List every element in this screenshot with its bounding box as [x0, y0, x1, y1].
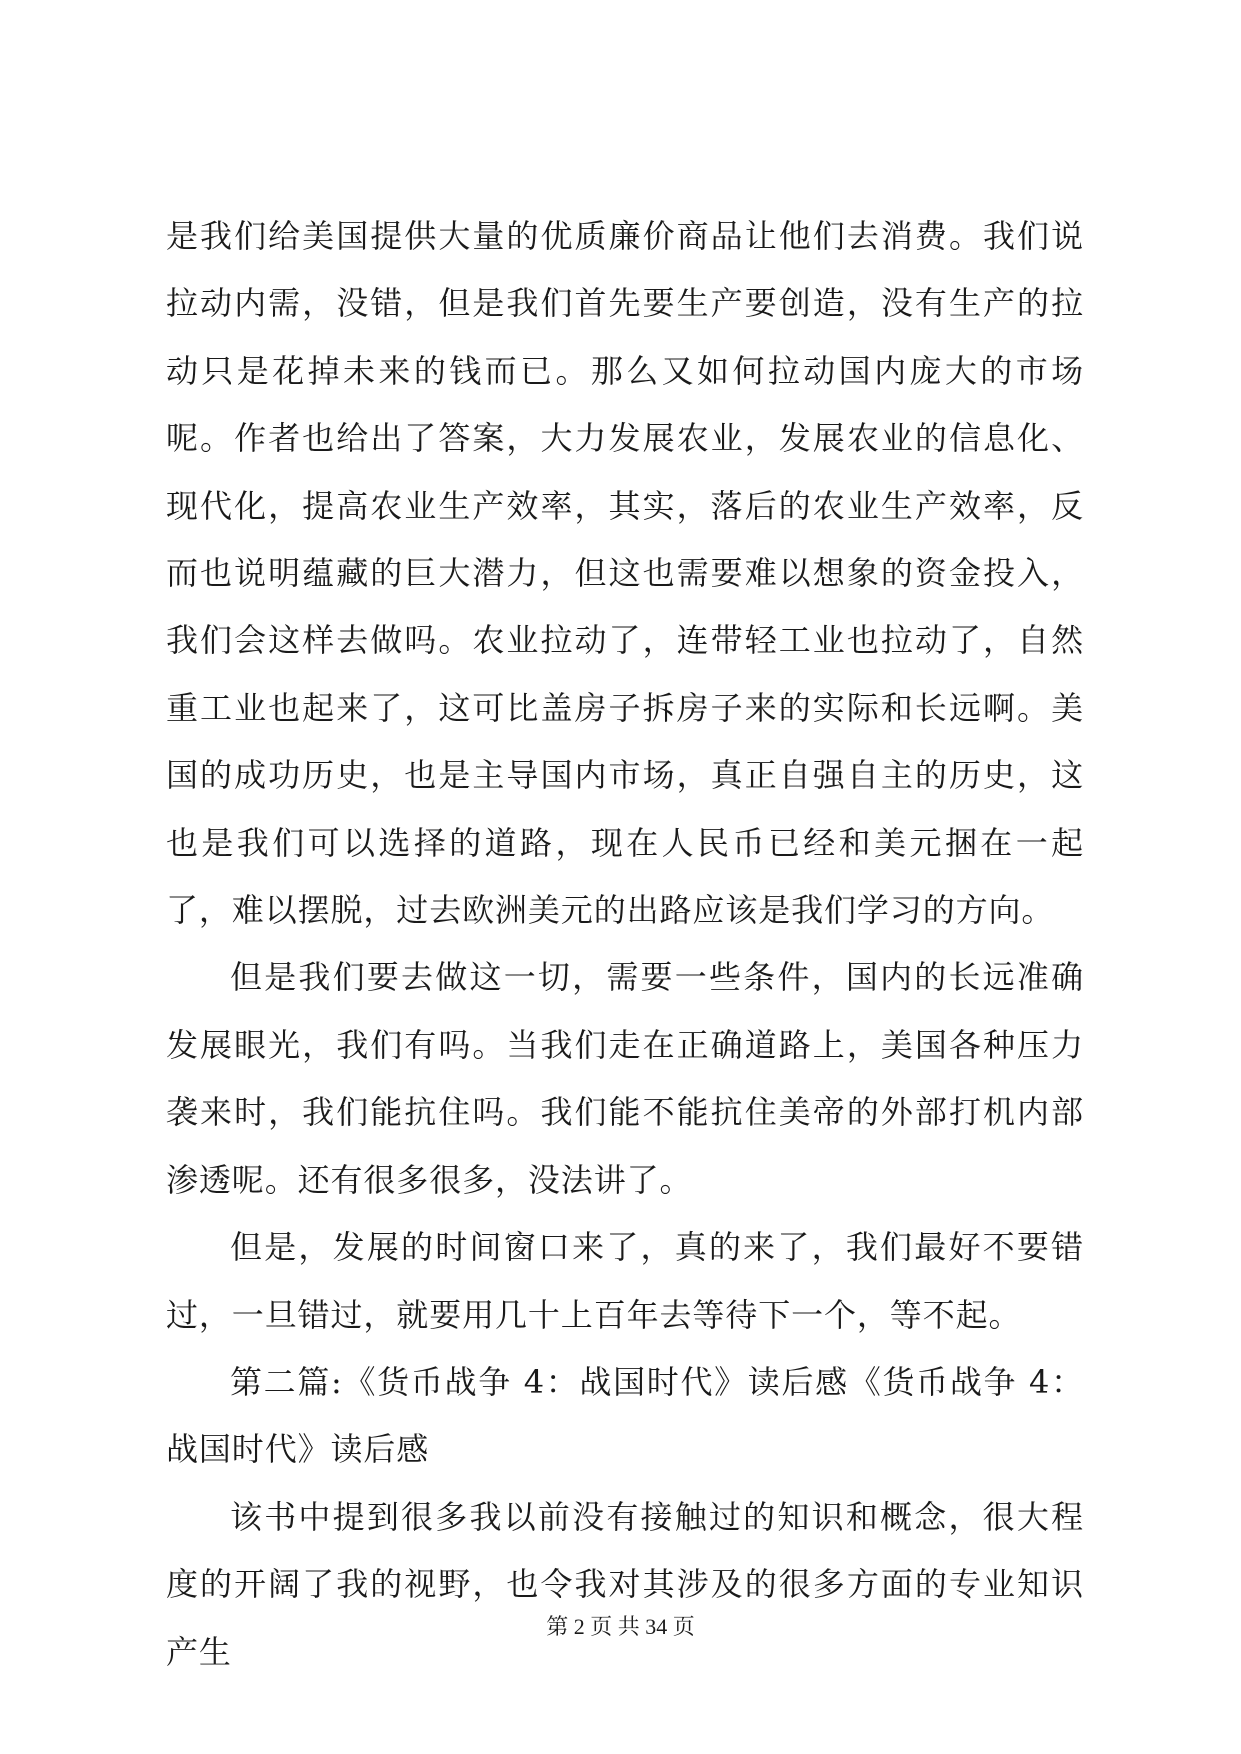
paragraph: 但是，发展的时间窗口来了，真的来了，我们最好不要错过，一旦错过，就要用几十上百年去等待下一个，等不起。: [166, 1228, 1084, 1334]
page-number-footer: 第 2 页 共 34 页: [546, 1614, 695, 1639]
paragraph: 但是我们要去做这一切，需要一些条件，国内的长远准确发展眼光，我们有吗。当我们走在正确道路上，美国各种压力袭来时，我们能抗住吗。我们能不能抗住美帝的外部打机内部渗透呢。还有很多很多，没法讲了。: [166, 958, 1084, 1199]
paragraph-continued: 是我们给美国提供大量的优质廉价商品让他们去消费。我们说拉动内需，没错，但是我们首先要生产要创造，没有生产的拉动只是花掉未来的钱而已。那么又如何拉动国内庞大的市场呢。作者也给出了答案，大力发展农业，发展农业的信息化、现代化，提高农业生产效率，其实，落后的农业生产效率，反而也说明蕴藏的巨大潜力，但这也需要难以想象的资金投入，我们会这样去做吗。农业拉动了，连带轻工业也拉动了，自然重工业也起来了，这可比盖房子拆房子来的实际和长远啊。美国的成功历史，也是主导国内市场，真正自强自主的历史，这也是我们可以选择的道路，现在人民币已经和美元捆在一起了，难以摆脱，过去欧洲美元的出路应该是我们学习的方向。: [166, 217, 1084, 930]
section-heading: 第二篇:《货币战争 4：战国时代》读后感《货币战争 4：战国时代》读后感: [166, 1362, 1084, 1469]
paragraph: 该书中提到很多我以前没有接触过的知识和概念，很大程度的开阔了我的视野，也令我对其涉及的很多方面的专业知识产生: [166, 1497, 1084, 1671]
document-body: [166, 203, 1084, 1686]
